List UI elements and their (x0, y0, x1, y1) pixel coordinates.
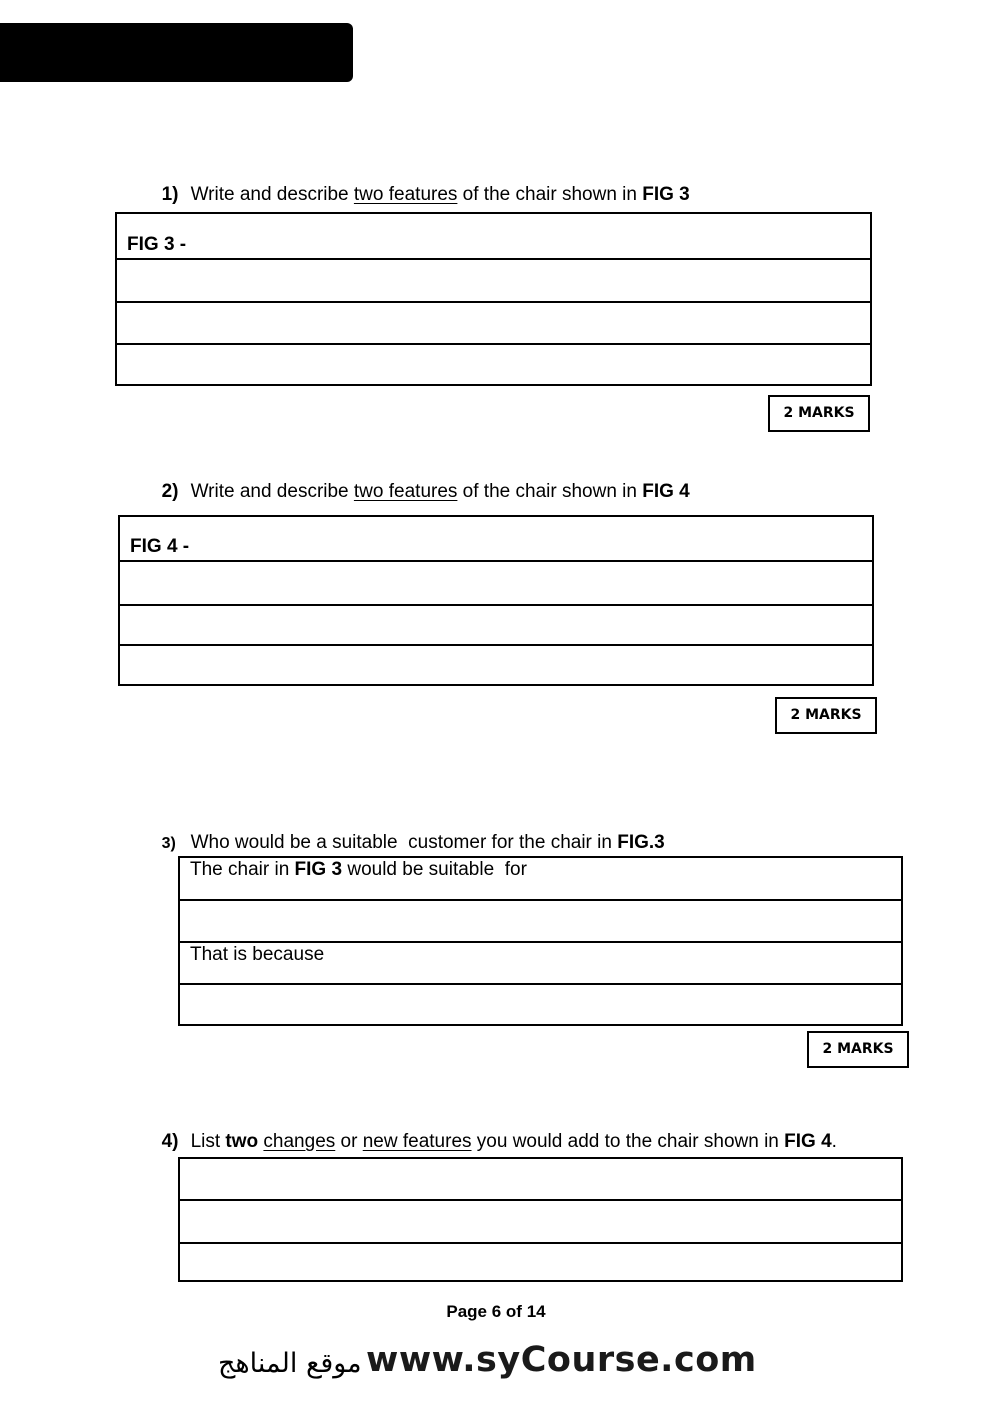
question-text: of the chair shown in (457, 481, 643, 502)
answer-line[interactable] (180, 901, 901, 943)
figure-reference: FIG.3 (617, 832, 665, 853)
marks-badge: 2 MARKS (775, 697, 877, 734)
answer-label-row (117, 214, 870, 260)
answer-label: FIG 4 - (130, 536, 190, 557)
watermark-arabic-text: موقع المناهج (218, 1348, 362, 1379)
section-title: Short Answer Questions (78, 98, 305, 119)
answer-box-3 (178, 856, 903, 1026)
watermark-url: www.syCourse.com (366, 1340, 757, 1380)
question-text: you would add to the chair shown in (471, 1131, 785, 1152)
question-number: 1) (161, 184, 179, 205)
answer-line[interactable] (180, 1201, 901, 1244)
marks-badge: 2 MARKS (768, 395, 870, 432)
answer-line[interactable] (120, 562, 872, 606)
question-emphasis: two (225, 1131, 259, 1152)
question-3 (151, 807, 665, 856)
answer-box-1 (115, 212, 872, 386)
question-text: . (831, 1131, 837, 1152)
answer-line[interactable] (180, 985, 901, 1024)
answer-label-row (120, 517, 872, 562)
answer-label: FIG 3 - (127, 234, 187, 255)
answer-prompt: The chair in FIG 3 would be suitable for (190, 859, 527, 880)
answer-line[interactable] (120, 646, 872, 684)
question-emphasis: new features (362, 1131, 472, 1152)
question-2 (151, 456, 690, 504)
question-emphasis: two features (353, 184, 458, 205)
answer-prompt: That is because (190, 944, 325, 965)
figure-reference: FIG 4 (784, 1131, 832, 1152)
question-text: of the chair shown in (457, 184, 643, 205)
question-text: List (190, 1131, 226, 1152)
answer-line[interactable] (120, 606, 872, 646)
marks-badge: 2 MARKS (807, 1031, 909, 1068)
site-watermark (218, 1340, 778, 1390)
question-number: 3) (161, 835, 176, 852)
question-4 (151, 1106, 837, 1154)
section-tab (0, 23, 353, 119)
figure-reference: FIG 4 (642, 481, 690, 502)
answer-line[interactable] (117, 345, 870, 384)
question-text: Write and describe (190, 184, 354, 205)
answer-prompt-row[interactable] (180, 858, 901, 901)
answer-box-2 (118, 515, 874, 686)
question-text: Who would be a suitable customer for the chair in (190, 832, 618, 853)
answer-box-4 (178, 1157, 903, 1282)
answer-line[interactable] (117, 303, 870, 345)
answer-line[interactable] (180, 1244, 901, 1280)
question-text: or (335, 1131, 363, 1152)
question-number: 4) (161, 1131, 179, 1152)
answer-prompt-row[interactable] (180, 943, 901, 985)
question-number: 2) (161, 481, 179, 502)
question-emphasis: two features (353, 481, 458, 502)
question-emphasis: changes (263, 1131, 336, 1152)
answer-line[interactable] (180, 1159, 901, 1201)
page-number: Page 6 of 14 (446, 1302, 546, 1321)
figure-reference: FIG 3 (642, 184, 690, 205)
question-1 (151, 159, 690, 207)
question-text: Write and describe (190, 481, 354, 502)
answer-line[interactable] (117, 260, 870, 303)
